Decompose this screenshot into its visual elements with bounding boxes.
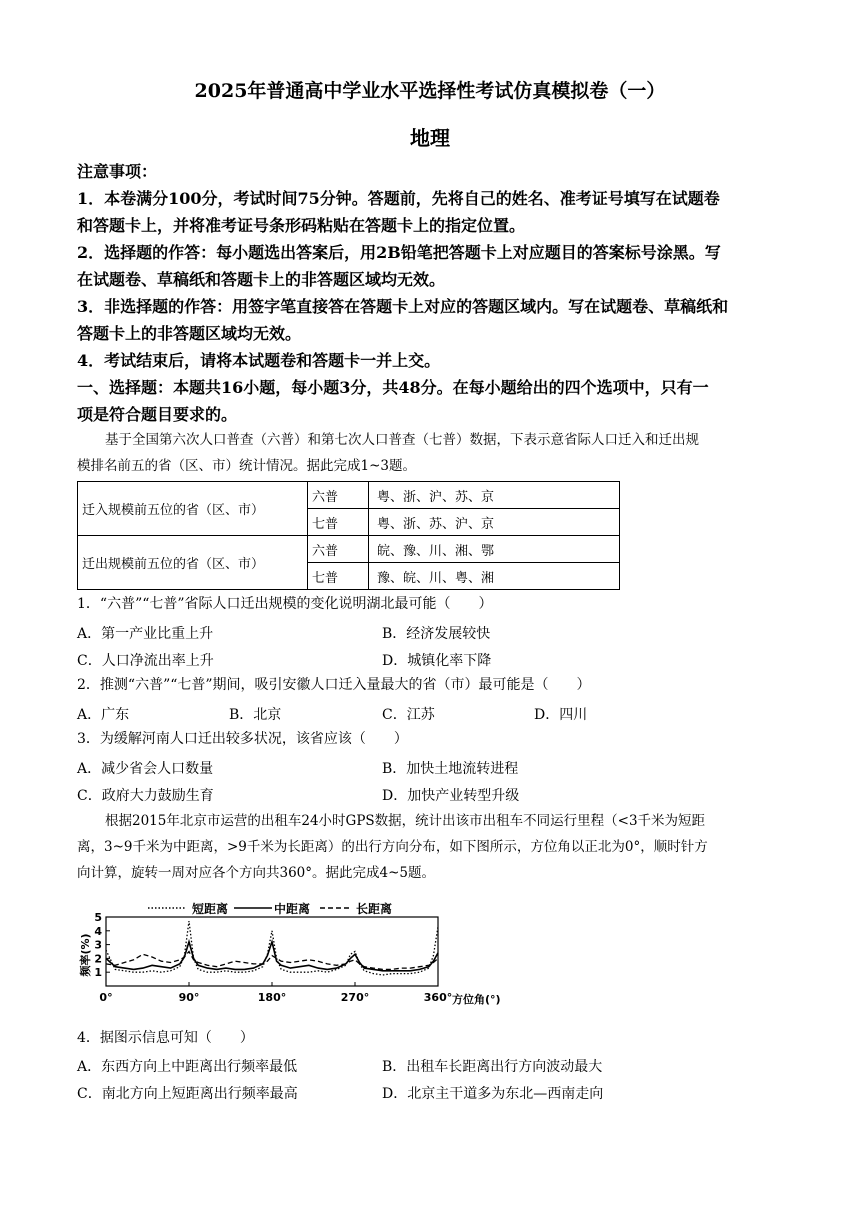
table-row-label: 迁入规模前五位的省（区、市）: [78, 482, 308, 536]
question-2-option-d: D．四川: [534, 707, 588, 723]
question-4-option-a: A．东西方向上中距离出行频率最低: [77, 1059, 298, 1075]
note-line: 在试题卷、草稿纸和答题卡上的非答题区域均无效。: [77, 270, 446, 289]
note-line: 和答题卡上，并将准考证号条形码粘贴在答题卡上的指定位置。: [77, 216, 526, 235]
question-1-option-d: D．城镇化率下降: [382, 653, 492, 669]
passage-1: 基于全国第六次人口普查（六普）和第七次人口普查（七普）数据，下表示意省际人口迁入和迁出规: [105, 432, 699, 448]
x-tick-label: 270°: [340, 991, 370, 1004]
question-1-option-a: A．第一产业比重上升: [77, 626, 214, 642]
table-cell-census: 六普: [308, 536, 369, 563]
question-3-option-a: A．减少省会人口数量: [77, 761, 214, 777]
migration-table: [77, 481, 620, 590]
y-axis-label: 频率(%): [79, 933, 92, 977]
table-row-label: 迁出规模前五位的省（区、市）: [78, 536, 308, 590]
table-cell-census: 七普: [308, 509, 369, 536]
exam-title: 2025年普通高中学业水平选择性考试仿真模拟卷（一）: [194, 80, 666, 102]
notes-heading: 注意事项：: [77, 162, 158, 181]
note-line: 4．考试结束后，请将本试题卷和答题卡一并上交。: [77, 351, 441, 370]
subject-title: 地理: [410, 126, 450, 150]
y-tick-label: 4: [94, 924, 102, 938]
passage-2: 根据2015年北京市运营的出租车24小时GPS数据，统计出该市出租车不同运行里程（<3千米为短距: [105, 813, 706, 829]
x-tick-label: 360°: [423, 991, 453, 1004]
x-tick-label: 90°: [178, 991, 200, 1004]
note-line: 1．本卷满分100分，考试时间75分钟。答题前，先将自己的姓名、准考证号填写在试题卷: [77, 189, 720, 208]
question-4-option-c: C．南北方向上短距离出行频率最高: [77, 1086, 298, 1102]
x-tick-label: 0°: [99, 991, 113, 1004]
legend-label-long: 长距离: [356, 902, 393, 916]
question-4-option-b: B．出租车长距离出行方向波动最大: [382, 1059, 603, 1075]
passage-2: 离，3~9千米为中距离，>9千米为长距离）的出行方向分布，如下图所示，方位角以正北为0°，顺时针方: [77, 839, 708, 855]
question-3-option-c: C．政府大力鼓励生育: [77, 788, 214, 804]
question-2-option-a: A．广东: [77, 707, 130, 723]
table-cell-census: 六普: [308, 482, 369, 509]
question-2-option-c: C．江苏: [382, 707, 435, 723]
direction-frequency-chart: [70, 895, 530, 1025]
question-2-option-b: B．北京: [229, 707, 282, 723]
plot-frame: [106, 917, 438, 986]
question-1-option-c: C．人口净流出率上升: [77, 653, 214, 669]
table-cell-provinces: 粤、浙、沪、苏、京: [369, 482, 620, 509]
y-tick-label: 1: [94, 966, 102, 980]
chart-legend: [148, 901, 392, 916]
note-line: 3．非选择题的作答：用签字笔直接答在答题卡上对应的答题区域内。写在试题卷、草稿纸和: [77, 297, 729, 316]
table-cell-provinces: 豫、皖、川、粤、湘: [369, 563, 620, 590]
legend-label-short: 短距离: [192, 902, 229, 916]
legend-label-medium: 中距离: [274, 902, 311, 916]
y-tick-label: 2: [94, 952, 102, 966]
question-1-stem: 1．“六普”“七普”省际人口迁出规模的变化说明湖北最可能（ ）: [77, 596, 493, 612]
question-2-stem: 2．推测“六普”“七普”期间，吸引安徽人口迁入量最大的省（市）最可能是（ ）: [77, 677, 591, 693]
question-4-option-d: D．北京主干道多为东北—西南走向: [382, 1086, 604, 1102]
y-tick-label: 5: [94, 911, 102, 924]
question-4-stem: 4．据图示信息可知（ ）: [77, 1030, 254, 1046]
section-instruction: 一、选择题：本题共16小题，每小题3分，共48分。在每小题给出的四个选项中，只有一: [77, 378, 709, 397]
question-1-option-b: B．经济发展较快: [382, 626, 491, 642]
passage-2: 向计算，旋转一周对应各个方向共360°。据此完成4~5题。: [77, 865, 436, 881]
question-3-option-b: B．加快土地流转进程: [382, 761, 519, 777]
table-cell-provinces: 皖、豫、川、湘、鄂: [369, 536, 620, 563]
table-cell-census: 七普: [308, 563, 369, 590]
question-3-option-d: D．加快产业转型升级: [382, 788, 520, 804]
note-line: 2．选择题的作答：每小题选出答案后，用2B铅笔把答题卡上对应题目的答案标号涂黑。写: [77, 243, 721, 262]
passage-1: 模排名前五的省（区、市）统计情况。据此完成1~3题。: [77, 458, 416, 474]
x-axis-label: 方位角(°): [452, 993, 501, 1006]
series-line-short: [106, 921, 438, 975]
table-cell-provinces: 粤、浙、苏、沪、京: [369, 509, 620, 536]
x-tick-label: 180°: [257, 991, 287, 1004]
y-tick-label: 3: [94, 938, 102, 952]
section-instruction: 项是符合题目要求的。: [77, 405, 238, 424]
note-line: 答题卡上的非答题区域均无效。: [77, 324, 302, 343]
series-line-long: [106, 952, 438, 970]
question-3-stem: 3．为缓解河南人口迁出较多状况，该省应该（ ）: [77, 731, 408, 747]
